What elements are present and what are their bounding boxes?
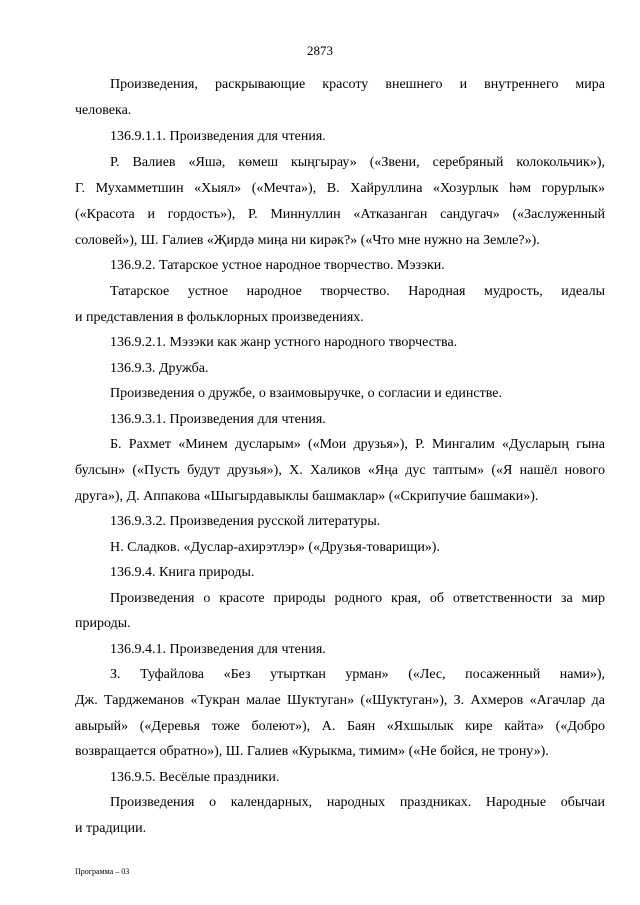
- section-heading: 136.9.4. Книга природы.: [110, 565, 255, 580]
- paragraph-line: Г. Мухамметшин «Хыял» («Мечта»), В. Хайруллина «Хозурлык һәм горурлык»: [75, 181, 605, 196]
- page-footer: Программа – 03: [75, 867, 130, 876]
- paragraph-line: Р. Валиев «Яшә, көмеш кыңгырау» («Звени, серебряный колокольчик»),: [110, 155, 605, 170]
- paragraph-line: авырый» («Деревья тоже болеют»), А. Баян «Яхшылык кире кайта» («Добро: [75, 719, 605, 734]
- section-heading: 136.9.4.1. Произведения для чтения.: [110, 642, 326, 657]
- paragraph-line: и представления в фольклорных произведениях.: [75, 310, 364, 325]
- paragraph-line: соловей»), Ш. Галиев «Җирдә миңа ни кирәк?» («Что мне нужно на Земле?»).: [75, 233, 540, 248]
- paragraph-line: Б. Рахмет «Минем дусларым» («Мои друзья»), Р. Мингалим «Дусларың гына: [110, 437, 605, 452]
- paragraph-line: возвращается обратно»), Ш. Галиев «Курыкма, тимим» («Не бойся, не трону»).: [75, 744, 549, 759]
- paragraph-line: человека.: [75, 103, 132, 118]
- paragraph-line: природы.: [75, 616, 131, 631]
- paragraph-line: Произведения о дружбе, о взаимовыручке, о согласии и единстве.: [110, 386, 502, 401]
- section-heading: 136.9.2. Татарское устное народное творчество. Мэзэки.: [110, 258, 445, 273]
- paragraph-line: Произведения о календарных, народных праздниках. Народные обычаи: [110, 795, 605, 810]
- paragraph-line: Н. Сладков. «Дуслар-ахирэтлэр» («Друзья-товарищи»).: [110, 540, 440, 555]
- section-heading: 136.9.2.1. Мэзэки как жанр устного народного творчества.: [110, 335, 458, 350]
- section-heading: 136.9.3.1. Произведения для чтения.: [110, 412, 326, 427]
- paragraph-line: З. Туфайлова «Без утырткан урман» («Лес, посаженный нами»),: [110, 667, 605, 682]
- page-number: 2873: [307, 43, 333, 58]
- paragraph-line: булсын» («Пусть будут друзья»), Х. Халиков «Яңа дус таптым» («Я нашёл нового: [75, 463, 605, 478]
- paragraph-line: Произведения, раскрывающие красоту внешнего и внутреннего мира: [110, 77, 605, 92]
- paragraph-line: Дж. Тарджеманов «Тукран малае Шуктуган» («Шуктуган»), З. Ахмеров «Агачлар да: [75, 693, 605, 708]
- section-heading: 136.9.3.2. Произведения русской литературы.: [110, 514, 381, 529]
- section-heading: 136.9.5. Весёлые праздники.: [110, 770, 280, 785]
- paragraph-line: Татарское устное народное творчество. Народная мудрость, идеалы: [110, 284, 605, 299]
- section-heading: 136.9.1.1. Произведения для чтения.: [110, 129, 326, 144]
- paragraph-line: Произведения о красоте природы родного края, об ответственности за мир: [110, 591, 605, 606]
- paragraph-line: («Красота и гордость»), Р. Миннуллин «Атказанган сандугач» («Заслуженный: [75, 207, 605, 222]
- section-heading: 136.9.3. Дружба.: [110, 361, 209, 376]
- paragraph-line: друга»), Д. Аппакова «Шыгырдавыклы башмаклар» («Скрипучие башмаки»).: [75, 489, 539, 504]
- paragraph-line: и традиции.: [75, 821, 147, 836]
